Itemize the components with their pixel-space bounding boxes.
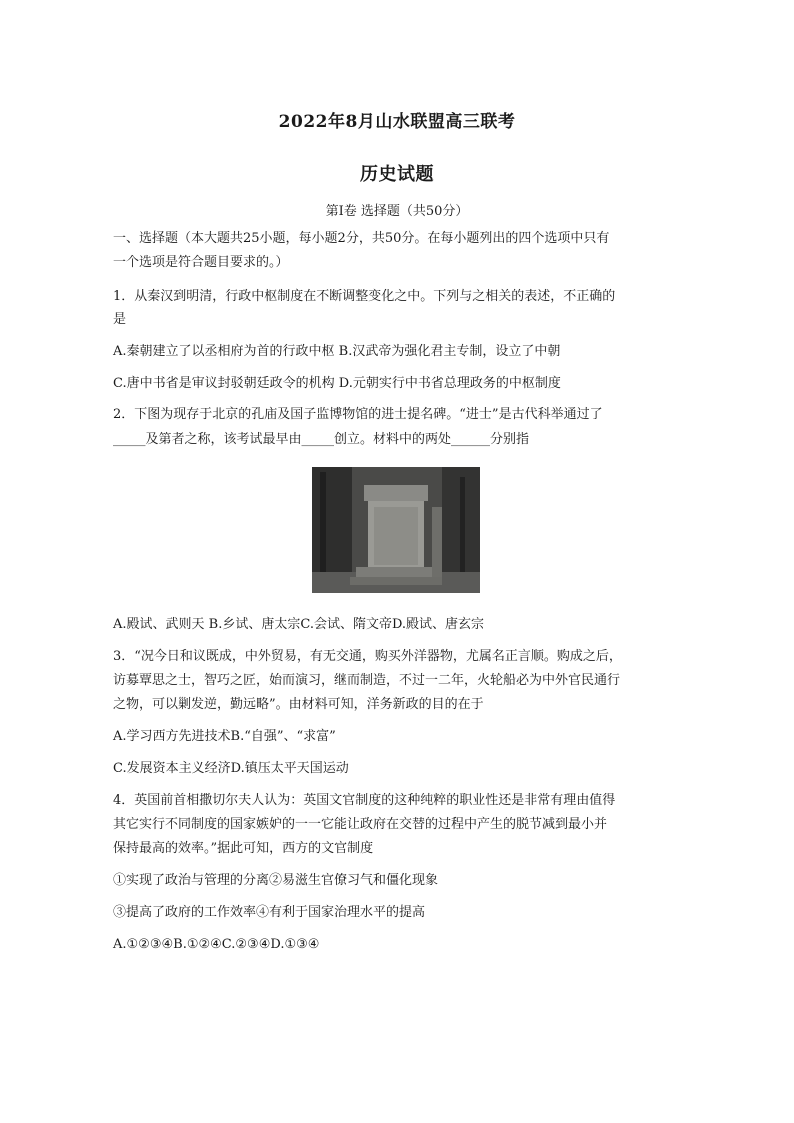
stele-photo-image: [312, 467, 480, 593]
q3-stem-line-3: 之物，可以剿发逆，勤远略”。由材料可知，洋务新政的目的在于: [113, 697, 484, 712]
instructions-line-1: 一、选择题（本大题共25小题，每小题2分，共50分。在每小题列出的四个选项中只有: [113, 231, 610, 246]
q4-statements-line-1: ①实现了政治与管理的分离②易滋生官僚习气和僵化现象: [113, 873, 439, 888]
q4-stem-line-3: 保持最高的效率。”据此可知，西方的文官制度: [113, 841, 374, 856]
q2-options-line-1: A.殿试、武则天 B.乡试、唐太宗C.会试、隋文帝D.殿试、唐玄宗: [113, 617, 485, 632]
q2-stem-line-1: 2．下图为现存于北京的孔庙及国子监博物馆的进士提名碑。“进士”是古代科举通过了: [113, 407, 603, 422]
subject-title: 历史试题: [360, 164, 434, 185]
q3-options-line-2: C.发展资本主义经济D.镇压太平天国运动: [113, 761, 349, 776]
stele-photo: [312, 467, 480, 593]
instructions-line-2: 一个选项是符合题目要求的。）: [113, 255, 289, 270]
section-heading: 第I卷 选择题（共50分）: [325, 204, 469, 219]
q3-stem-line-1: 3．“况今日和议既成，中外贸易，有无交通，购买外洋器物，尤属名正言顺。购成之后，: [113, 649, 622, 664]
q4-stem-line-2: 其它实行不同制度的国家嫉妒的一一它能让政府在交替的过程中产生的脱节减到最小并: [113, 817, 608, 832]
exam-title: 2022年8月山水联盟高三联考: [278, 112, 516, 132]
q1-options-line-1: A.秦朝建立了以丞相府为首的行政中枢 B.汉武帝为强化君主专制，设立了中朝: [113, 344, 561, 359]
q3-options-line-1: A.学习西方先进技术B.“自强”、“求富”: [113, 729, 336, 744]
q1-stem-line-2: 是: [113, 312, 127, 327]
q4-statements-line-2: ③提高了政府的工作效率④有利于国家治理水平的提高: [113, 905, 426, 920]
q3-stem-line-2: 访募覃思之士，智巧之匠，始而演习，继而制造，不过一二年，火轮船必为中外官民通行: [113, 673, 621, 688]
q1-stem-line-1: 1．从秦汉到明清，行政中枢制度在不断调整变化之中。下列与之相关的表述，不正确的: [113, 289, 616, 304]
q4-options-line-1: A.①②③④B.①②④C.②③④D.①③④: [113, 937, 320, 952]
q2-stem-line-2: _____及第者之称，该考试最早由_____创立。材料中的两处______分别指: [113, 432, 530, 447]
q4-stem-line-1: 4．英国前首相撒切尔夫人认为：英国文官制度的这种纯粹的职业性还是非常有理由值得: [113, 793, 616, 808]
q1-options-line-2: C.唐中书省是审议封驳朝廷政令的机构 D.元朝实行中书省总理政务的中枢制度: [113, 376, 561, 391]
